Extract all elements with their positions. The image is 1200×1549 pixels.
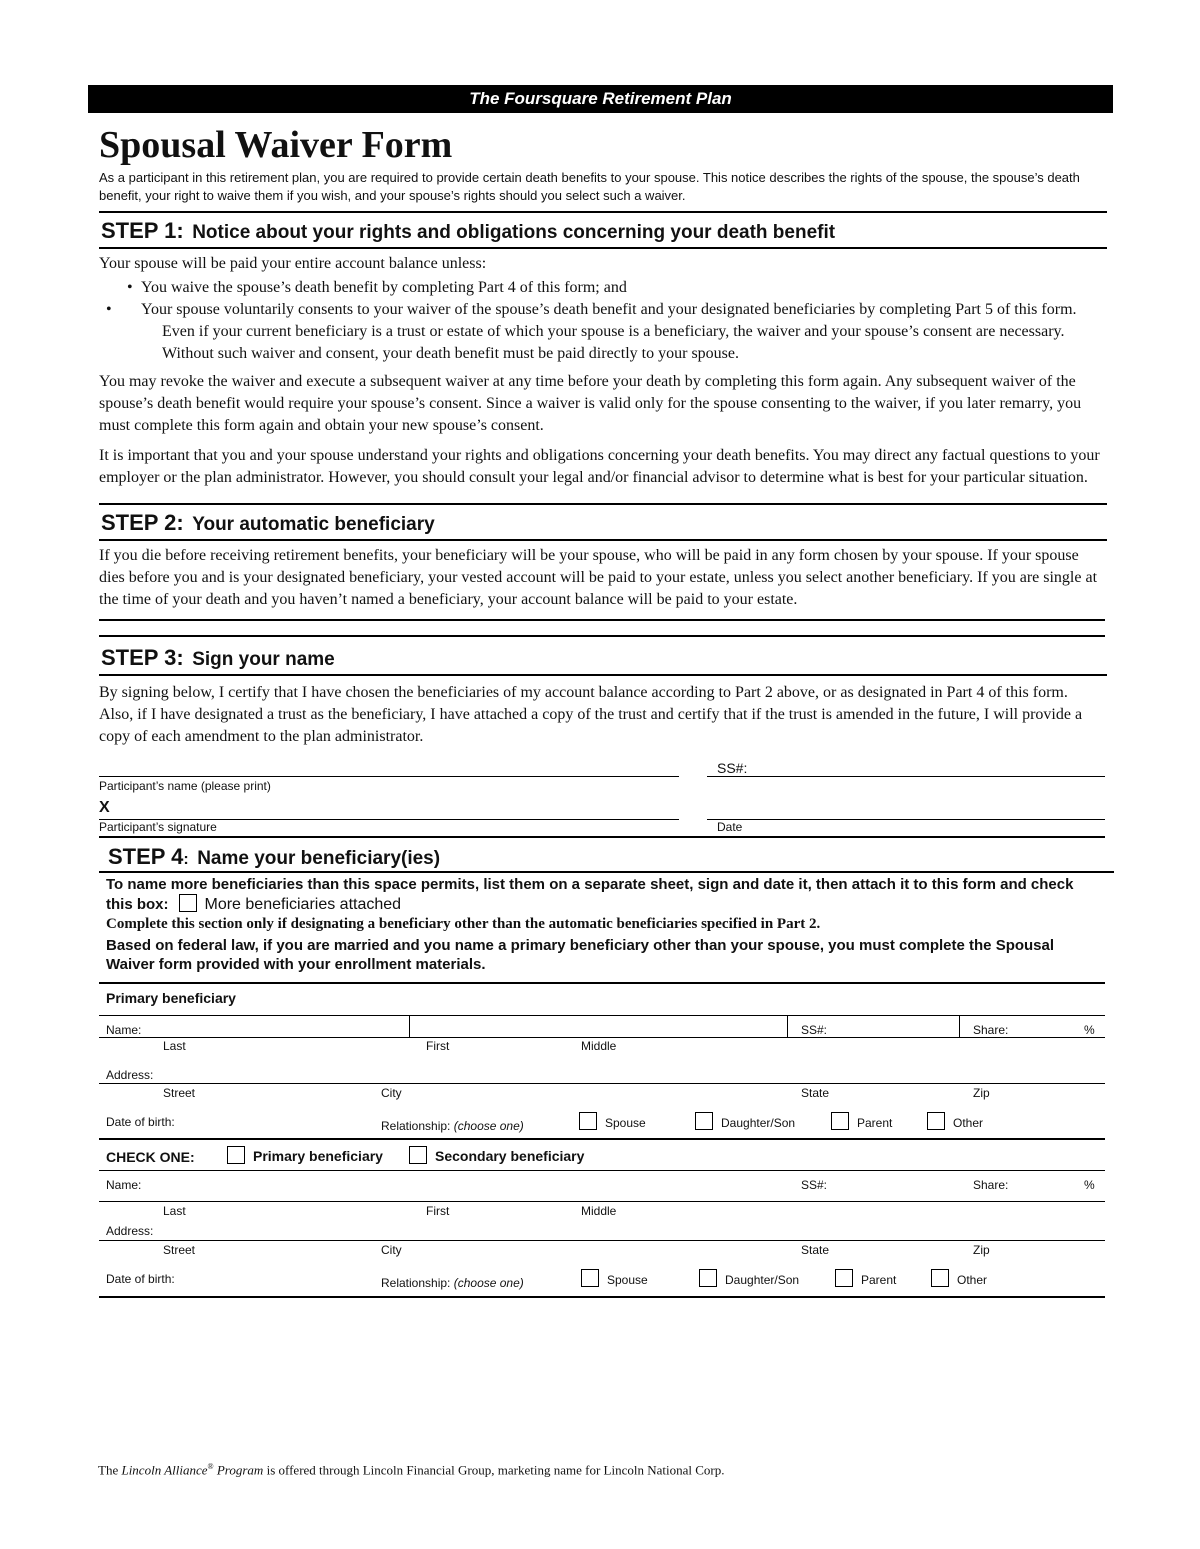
b1-address-label: Address: bbox=[106, 1068, 154, 1082]
step1-header bbox=[99, 211, 1107, 249]
b1-last-label: Last bbox=[163, 1039, 186, 1053]
b1-sep bbox=[787, 1015, 788, 1037]
more-beneficiaries-label: More beneficiaries attached bbox=[204, 896, 402, 913]
table-top-rule bbox=[99, 982, 1105, 984]
step1-body bbox=[99, 253, 1104, 489]
ss-label: SS#: bbox=[717, 760, 748, 776]
b1-name-label: Name: bbox=[106, 1023, 142, 1037]
b2-first-label: First bbox=[426, 1204, 450, 1218]
b1-percent: % bbox=[1084, 1023, 1095, 1037]
step1-bullet2: • Your spouse voluntarily consents to your waiver of the spouse’s death benefit and your designated beneficiaries by completing Part 5 of this form. Even if your current beneficiary is a trust or estate of which your spouse is a beneficiary, the waiver and your spouse’s consent are necessary. Without such waiver and consent, your death benefit must be paid directly to your spouse. bbox=[127, 299, 1104, 365]
b1-rel-daughter-son[interactable]: Daughter/Son bbox=[685, 1112, 795, 1130]
b2-percent: % bbox=[1084, 1178, 1095, 1192]
b1-ss-label: SS#: bbox=[801, 1023, 828, 1037]
b2-share-label: Share: bbox=[973, 1178, 1009, 1192]
step4-federal-law: Based on federal law, if you are married and you name a primary beneficiary other than your spouse, you must complete the Spousal Waiver form provided with your enrollment materials. bbox=[106, 937, 1055, 973]
checkbox-icon[interactable] bbox=[931, 1269, 949, 1287]
ss-field[interactable] bbox=[707, 776, 1105, 777]
b2-last-label: Last bbox=[163, 1204, 186, 1218]
b2-relationship: Relationship: (choose one) bbox=[381, 1276, 524, 1290]
participant-signature-label: Participant’s signature bbox=[99, 820, 217, 834]
step2-para1: If you die before receiving retirement benefits, your beneficiary will be your spouse, who will be paid in any form chosen by your spouse. If your spouse dies before you and is your designated beneficiary, your vested account will be paid to your estate, unless you select another beneficiary. If you are single at the time of your death and you haven’t named a beneficiary, your account balance will be paid to your estate. bbox=[99, 547, 1098, 608]
participant-name-field[interactable] bbox=[99, 776, 679, 777]
table-rule bbox=[99, 1170, 1105, 1171]
step3-body bbox=[99, 682, 1104, 748]
b2-rel-spouse[interactable]: Spouse bbox=[571, 1269, 648, 1287]
table-bottom-rule bbox=[99, 1296, 1105, 1298]
step4-more-instructions: To name more beneficiaries than this space permits, list them on a separate sheet, sign and date it, then attach it to this form and check this box: More beneficiaries attached bbox=[106, 876, 1074, 913]
b1-name-field[interactable] bbox=[99, 1037, 1105, 1038]
step1-para2: You may revoke the waiver and execute a subsequent waiver at any time before your death by completing this form again. Any subsequent waiver of the spouse’s death benefit would require your spouse’s consent. Since a waiver is valid only for the spouse consenting to the waiver, if you later remarry, you must complete this form again and obtain your new spouse’s consent. bbox=[99, 373, 1082, 434]
more-beneficiaries-checkbox[interactable] bbox=[179, 894, 197, 912]
participant-name-label: Participant’s name (please print) bbox=[99, 779, 271, 793]
b2-middle-label: Middle bbox=[581, 1204, 617, 1218]
checkbox-icon[interactable] bbox=[409, 1146, 427, 1164]
b2-name-label: Name: bbox=[106, 1178, 142, 1192]
step3-para1: By signing below, I certify that I have chosen the beneficiaries of my account balance according to Part 2 above, or as designated in Part 4 of this form. Also, if I have designated a trust as the beneficiary, I have attached a copy of the trust and certify that if the trust is amended in the future, I will provide a copy of each amendment to the plan administrator. bbox=[99, 684, 1083, 745]
beneficiary-table bbox=[99, 982, 1105, 1302]
b1-rel-other[interactable]: Other bbox=[917, 1112, 983, 1130]
b2-address-field[interactable] bbox=[99, 1240, 1105, 1241]
b1-relationship: Relationship: (choose one) bbox=[381, 1119, 524, 1133]
step1-number: STEP 1: bbox=[101, 218, 184, 243]
checkbox-icon[interactable] bbox=[227, 1146, 245, 1164]
b1-address-field[interactable] bbox=[99, 1083, 1105, 1084]
b2-city-label: City bbox=[381, 1243, 402, 1257]
primary-option[interactable]: Primary beneficiary bbox=[217, 1146, 383, 1164]
b1-street-label: Street bbox=[163, 1086, 196, 1100]
plan-banner: The Foursquare Retirement Plan bbox=[88, 85, 1113, 113]
step4-note: Complete this section only if designating a beneficiary other than the automatic beneficiaries specified in Part 2. bbox=[106, 916, 821, 932]
b2-state-label: State bbox=[801, 1243, 830, 1257]
step3-title: Sign your name bbox=[192, 649, 335, 670]
b1-zip-label: Zip bbox=[973, 1086, 990, 1100]
secondary-option[interactable]: Secondary beneficiary bbox=[399, 1146, 584, 1164]
signature-block bbox=[99, 756, 1105, 834]
checkbox-icon[interactable] bbox=[831, 1112, 849, 1130]
b1-city-label: City bbox=[381, 1086, 402, 1100]
signature-x-mark: X bbox=[99, 799, 110, 816]
b2-rel-parent[interactable]: Parent bbox=[825, 1269, 896, 1287]
step1-bullets bbox=[99, 277, 1104, 365]
b2-ss-label: SS#: bbox=[801, 1178, 828, 1192]
b1-first-label: First bbox=[426, 1039, 450, 1053]
step3-number: STEP 3: bbox=[101, 645, 184, 670]
b2-dob-label: Date of birth: bbox=[106, 1272, 175, 1286]
step2-body bbox=[99, 545, 1104, 611]
b1-sep bbox=[959, 1015, 960, 1037]
step1-para1: Your spouse will be paid your entire account balance unless: bbox=[99, 255, 487, 272]
date-label: Date bbox=[717, 820, 743, 834]
checkbox-icon[interactable] bbox=[579, 1112, 597, 1130]
step1-title: Notice about your rights and obligations concerning your death benefit bbox=[192, 222, 836, 243]
footer-note: The Lincoln Alliance® Program is offered through Lincoln Financial Group, marketing name for Lincoln National Corp. bbox=[98, 1462, 725, 1478]
intro-text: As a participant in this retirement plan, you are required to provide certain death benefits to your spouse. This notice describes the rights of the spouse, the spouse’s death benefit, your right to waive them if you wish, and your spouse’s rights should you select such a waiver. bbox=[99, 170, 1080, 203]
b2-rel-daughter-son[interactable]: Daughter/Son bbox=[689, 1269, 799, 1287]
form-page bbox=[88, 85, 1113, 1302]
checkbox-icon[interactable] bbox=[927, 1112, 945, 1130]
table-rule bbox=[99, 1015, 1105, 1016]
b2-street-label: Street bbox=[163, 1243, 196, 1257]
b1-rel-parent[interactable]: Parent bbox=[821, 1112, 892, 1130]
checkbox-icon[interactable] bbox=[581, 1269, 599, 1287]
primary-heading: Primary beneficiary bbox=[106, 990, 236, 1006]
checkbox-icon[interactable] bbox=[695, 1112, 713, 1130]
step4-header: STEP 4: Name your beneficiary(ies) bbox=[99, 838, 1114, 873]
b1-dob-label: Date of birth: bbox=[106, 1115, 175, 1129]
checkbox-icon[interactable] bbox=[699, 1269, 717, 1287]
b2-name-field[interactable] bbox=[99, 1201, 1105, 1202]
b1-share-label: Share: bbox=[973, 1023, 1009, 1037]
table-rule bbox=[99, 1138, 1105, 1140]
checkbox-icon[interactable] bbox=[835, 1269, 853, 1287]
page-title: Spousal Waiver Form bbox=[99, 124, 453, 166]
step2-header bbox=[99, 503, 1107, 541]
step3-top-rule bbox=[99, 619, 1105, 637]
step1-para3: It is important that you and your spouse understand your rights and obligations concerning your death benefits. You may direct any factual questions to your employer or the plan administrator. However, you should consult your legal and/or financial advisor to determine what is best for your particular situation. bbox=[99, 447, 1100, 486]
step2-title: Your automatic beneficiary bbox=[192, 514, 435, 535]
date-field[interactable] bbox=[707, 819, 1105, 820]
step4-title: Name your beneficiary(ies) bbox=[197, 848, 441, 869]
b2-rel-other[interactable]: Other bbox=[921, 1269, 987, 1287]
b1-rel-spouse[interactable]: Spouse bbox=[569, 1112, 646, 1130]
b2-address-label: Address: bbox=[106, 1224, 154, 1238]
program-name: Lincoln Alliance bbox=[121, 1462, 208, 1478]
b1-middle-label: Middle bbox=[581, 1039, 617, 1053]
step3-header bbox=[99, 637, 1107, 676]
step2-number: STEP 2: bbox=[101, 510, 184, 535]
check-one-label: CHECK ONE: bbox=[106, 1149, 195, 1165]
b2-zip-label: Zip bbox=[973, 1243, 990, 1257]
step4-number: STEP 4 bbox=[108, 844, 184, 869]
step1-bullet1: • You waive the spouse’s death benefit by completing Part 4 of this form; and bbox=[127, 277, 1104, 299]
b1-state-label: State bbox=[801, 1086, 830, 1100]
b1-sep bbox=[409, 1015, 410, 1037]
